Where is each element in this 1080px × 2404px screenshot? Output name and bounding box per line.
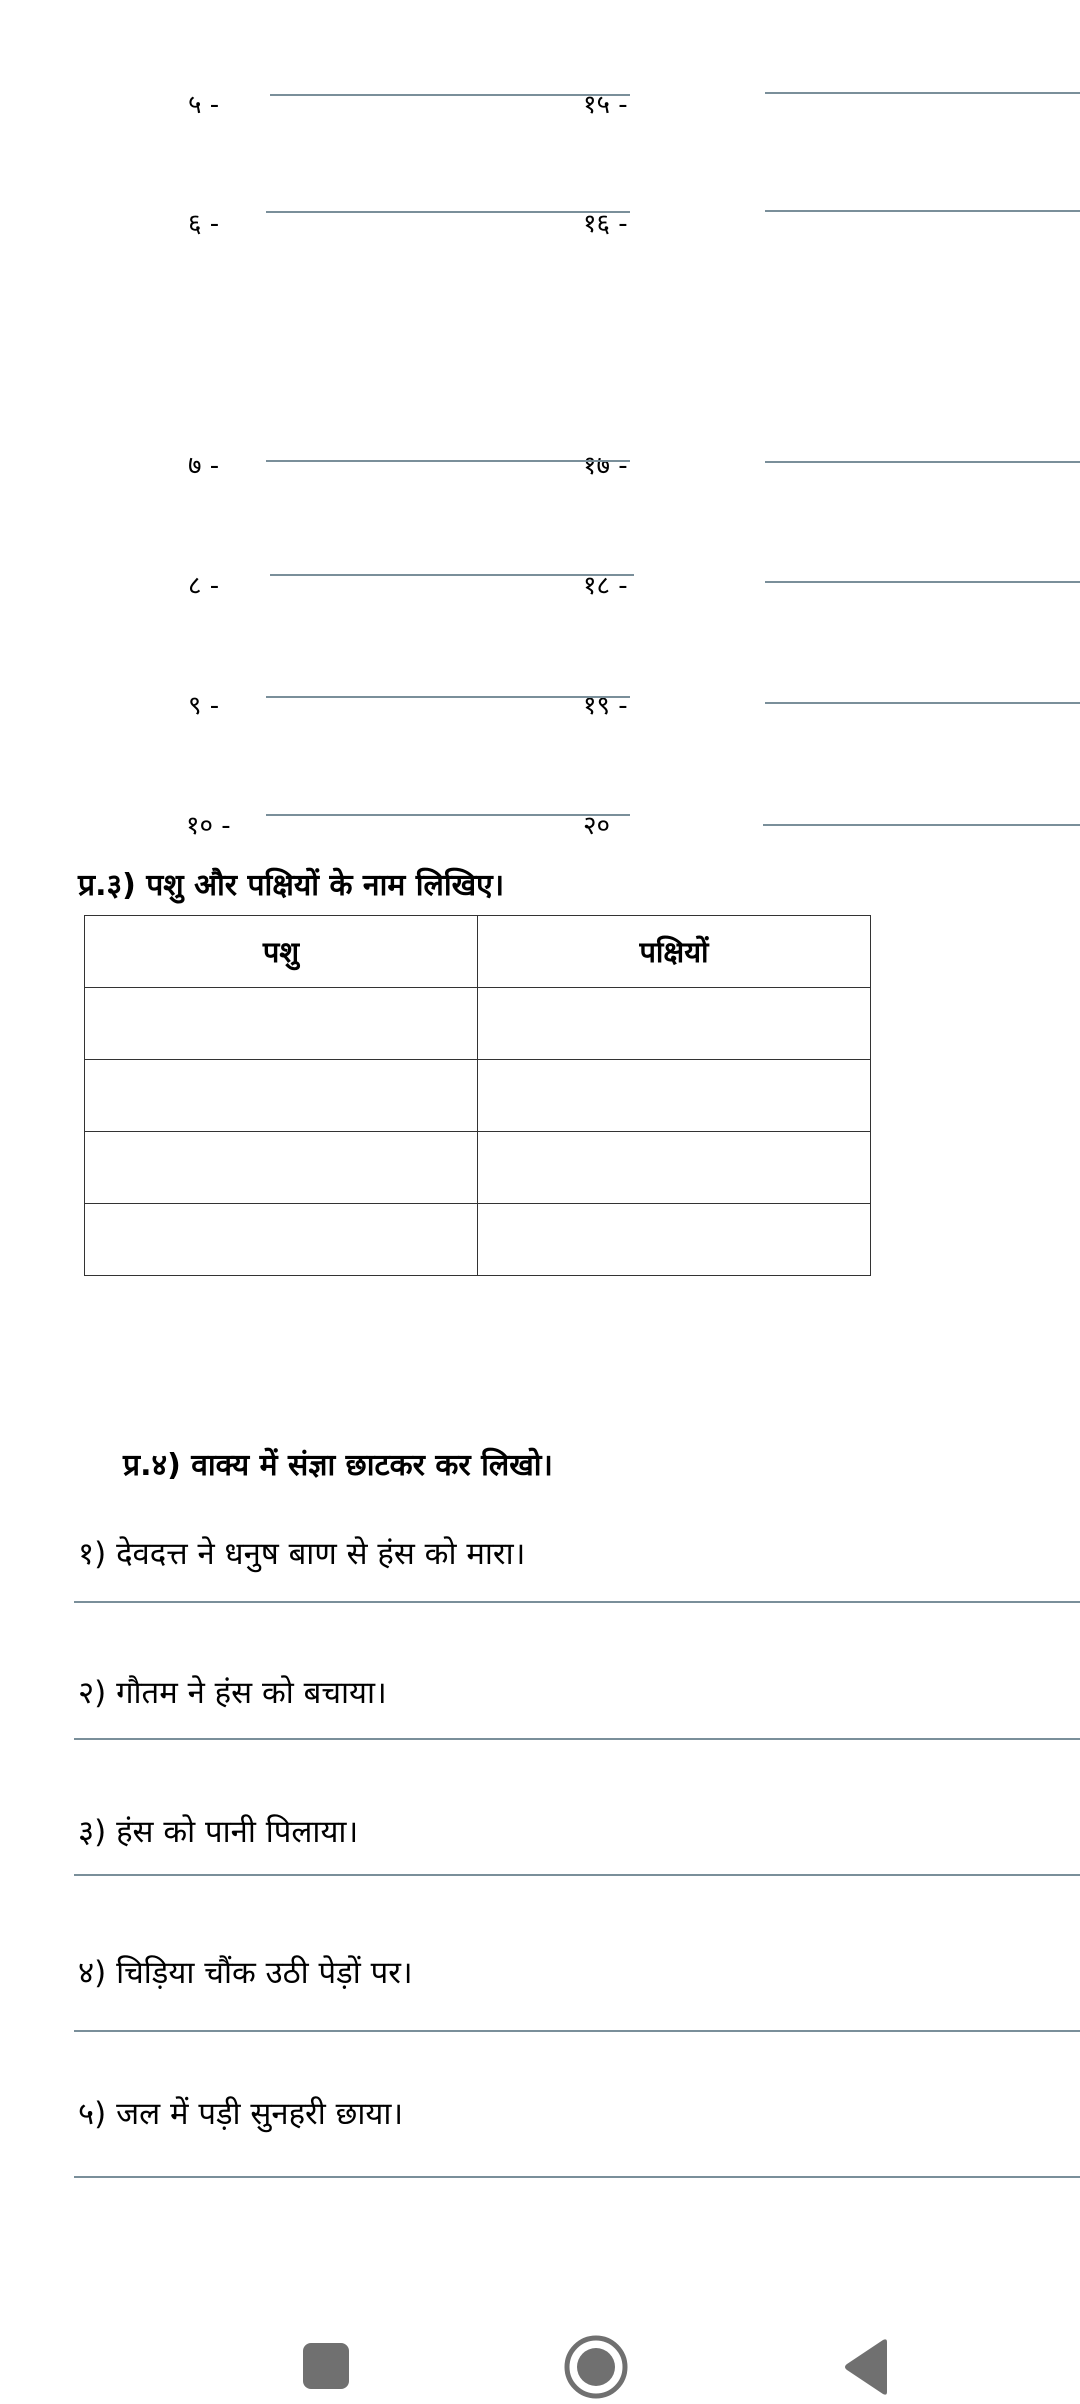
answer-line xyxy=(74,1601,1080,1603)
table-cell[interactable] xyxy=(478,1060,871,1132)
back-triangle-icon xyxy=(841,2338,891,2396)
answer-line xyxy=(74,2030,1080,2032)
row-number-9: ९ - xyxy=(188,691,220,721)
answer-line xyxy=(765,581,1080,583)
back-button[interactable] xyxy=(841,2338,891,2396)
table-cell[interactable] xyxy=(85,1132,478,1204)
row-number-20: २० xyxy=(583,811,611,841)
table-row xyxy=(85,988,871,1060)
answer-line xyxy=(74,1874,1080,1876)
animals-birds-table xyxy=(84,915,871,1276)
row-number-5: ५ - xyxy=(188,90,220,120)
recent-apps-button[interactable] xyxy=(300,2340,352,2392)
answer-line xyxy=(266,814,630,816)
table-cell[interactable] xyxy=(85,988,478,1060)
row-number-18: १८ - xyxy=(583,571,628,601)
sentence-4: ४) चिड़िया चौंक उठी पेड़ों पर। xyxy=(78,1955,413,1991)
row-number-15: १५ - xyxy=(583,90,628,120)
table-row xyxy=(85,1132,871,1204)
table-header-row xyxy=(85,916,871,988)
sentence-2: २) गौतम ने हंस को बचाया। xyxy=(78,1675,387,1711)
answer-line xyxy=(74,2176,1080,2178)
home-circle-icon xyxy=(563,2334,629,2400)
answer-line xyxy=(765,461,1080,463)
row-number-16: १६ - xyxy=(583,209,628,239)
table-row xyxy=(85,1060,871,1132)
answer-line xyxy=(266,211,630,213)
column-header-birds: पक्षियों xyxy=(478,916,871,988)
square-icon xyxy=(300,2340,352,2392)
sentence-5: ५) जल में पड़ी सुनहरी छाया। xyxy=(78,2096,404,2132)
row-number-17: १७ - xyxy=(583,451,628,481)
answer-line xyxy=(765,92,1080,94)
table-cell[interactable] xyxy=(85,1204,478,1276)
sentence-1: १) देवदत्त ने धनुष बाण से हंस को मारा। xyxy=(78,1536,526,1572)
table-row xyxy=(85,1204,871,1276)
row-number-6: ६ - xyxy=(188,209,220,239)
answer-line xyxy=(74,1738,1080,1740)
table-cell[interactable] xyxy=(85,1060,478,1132)
navigation-bar xyxy=(0,2310,1080,2400)
question-4-heading: प्र.४) वाक्य में संज्ञा छाटकर कर लिखो। xyxy=(123,1448,553,1483)
table-cell[interactable] xyxy=(478,1132,871,1204)
row-number-8: ८ - xyxy=(188,571,220,601)
answer-line xyxy=(270,574,634,576)
row-number-10: १० - xyxy=(186,811,231,841)
answer-line xyxy=(270,94,630,96)
home-button[interactable] xyxy=(563,2334,629,2400)
answer-line xyxy=(765,210,1080,212)
table-cell[interactable] xyxy=(478,988,871,1060)
answer-line xyxy=(765,702,1080,704)
answer-line xyxy=(763,824,1080,826)
question-3-heading: प्र.३) पशु और पक्षियों के नाम लिखिए। xyxy=(78,868,505,903)
row-number-19: १९ - xyxy=(583,691,628,721)
answer-line xyxy=(266,460,630,462)
table-cell[interactable] xyxy=(478,1204,871,1276)
column-header-animals: पशु xyxy=(85,916,478,988)
answer-line xyxy=(266,696,630,698)
row-number-7: ७ - xyxy=(188,451,220,481)
sentence-3: ३) हंस को पानी पिलाया। xyxy=(78,1814,359,1850)
